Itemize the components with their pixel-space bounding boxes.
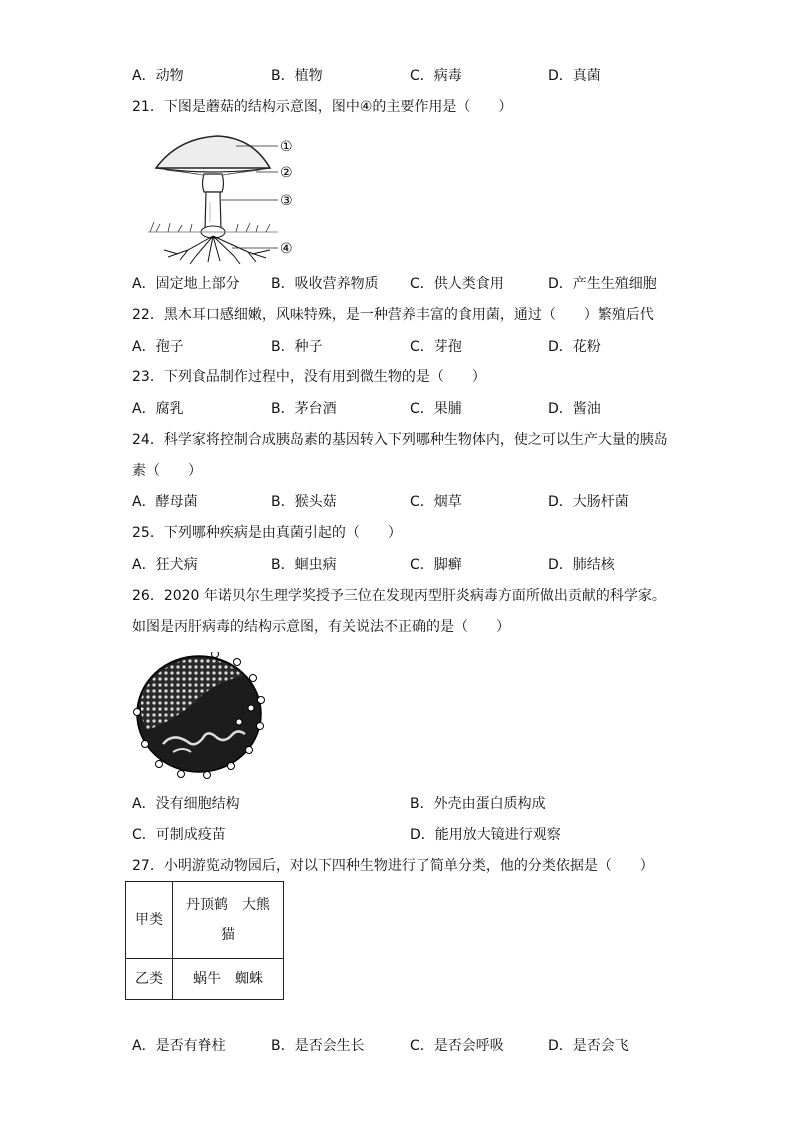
q24-option-d: D．大肠杆菌: [548, 494, 629, 510]
q23-option-d: D．酱油: [548, 401, 601, 417]
figure-label-3: ③: [280, 193, 293, 209]
table-cell-key: 乙类: [126, 959, 173, 1000]
q25-option-c: C．脚癣: [410, 557, 462, 573]
q22-option-c: C．芽孢: [410, 339, 462, 355]
q21-option-d: D．产生生殖细胞: [548, 276, 657, 292]
q25-option-b: B．蛔虫病: [271, 557, 337, 573]
q21-stem: 21．下图是蘑菇的结构示意图，图中④的主要作用是（ ）: [132, 99, 513, 115]
q24-option-b: B．猴头菇: [271, 494, 337, 510]
q24-option-a: A．酵母菌: [132, 494, 198, 510]
q21-option-a: A．固定地上部分: [132, 276, 240, 292]
table-cell-value: 蜗牛 蜘蛛: [173, 959, 284, 1000]
q21-option-b: B．吸收营养物质: [271, 276, 379, 292]
table-row: [126, 882, 284, 959]
q22-stem: 22．黑木耳口感细嫩，风味特殊，是一种营养丰富的食用菌，通过（ ）繁殖后代: [132, 307, 654, 323]
q20-option-d: D．真菌: [548, 68, 601, 84]
q27-option-b: B．是否会生长: [271, 1038, 365, 1054]
q25-stem: 25．下列哪种疾病是由真菌引起的（ ）: [132, 525, 402, 541]
q26-option-c: C．可制成疫苗: [132, 827, 226, 843]
q20-option-b: B．植物: [271, 68, 323, 84]
q27-option-d: D．是否会飞: [548, 1038, 629, 1054]
table-cell-line: 猫: [221, 927, 235, 943]
q23-stem: 23．下列食品制作过程中，没有用到微生物的是（ ）: [132, 369, 486, 385]
q24-option-c: C．烟草: [410, 494, 462, 510]
table-cell-line: 丹顶鹤 大熊: [186, 897, 270, 913]
q22-option-b: B．种子: [271, 339, 323, 355]
q23-option-c: C．果脯: [410, 401, 462, 417]
mushroom-structure-figure: [148, 132, 308, 267]
table-row: [126, 959, 284, 1000]
table-cell-value: [173, 882, 284, 959]
figure-label-2: ②: [280, 165, 293, 181]
q24-stem-line2: 素（ ）: [132, 463, 202, 479]
figure-label-4: ④: [280, 241, 293, 257]
q21-option-c: C．供人类食用: [410, 276, 504, 292]
q27-option-c: C．是否会呼吸: [410, 1038, 504, 1054]
q24-stem-line1: 24．科学家将控制合成胰岛素的基因转入下列哪种生物体内，使之可以生产大量的胰岛: [132, 432, 668, 448]
q22-option-a: A．孢子: [132, 339, 184, 355]
table-cell-key: 甲类: [126, 882, 173, 959]
q27-stem: 27．小明游览动物园后，对以下四种生物进行了简单分类，他的分类依据是（ ）: [132, 858, 654, 874]
q27-option-a: A．是否有脊柱: [132, 1038, 226, 1054]
q23-option-a: A．腐乳: [132, 401, 184, 417]
q20-option-c: C．病毒: [410, 68, 462, 84]
q25-option-a: A．狂犬病: [132, 557, 198, 573]
q26-option-b: B．外壳由蛋白质构成: [410, 796, 546, 812]
classification-table: [125, 881, 284, 1000]
figure-label-1: ①: [280, 139, 293, 155]
q22-option-d: D．花粉: [548, 339, 601, 355]
q23-option-b: B．茅台酒: [271, 401, 337, 417]
q26-option-a: A．没有细胞结构: [132, 796, 240, 812]
q26-option-d: D．能用放大镜进行观察: [410, 827, 561, 843]
q26-stem-line1: 26．2020 年诺贝尔生理学奖授予三位在发现丙型肝炎病毒方面所做出贡献的科学家。: [132, 588, 666, 604]
q25-option-d: D．肺结核: [548, 557, 615, 573]
q26-stem-line2: 如图是丙肝病毒的结构示意图，有关说法不正确的是（ ）: [132, 619, 510, 635]
hcv-virus-figure: [133, 652, 268, 780]
q20-option-a: A．动物: [132, 68, 184, 84]
